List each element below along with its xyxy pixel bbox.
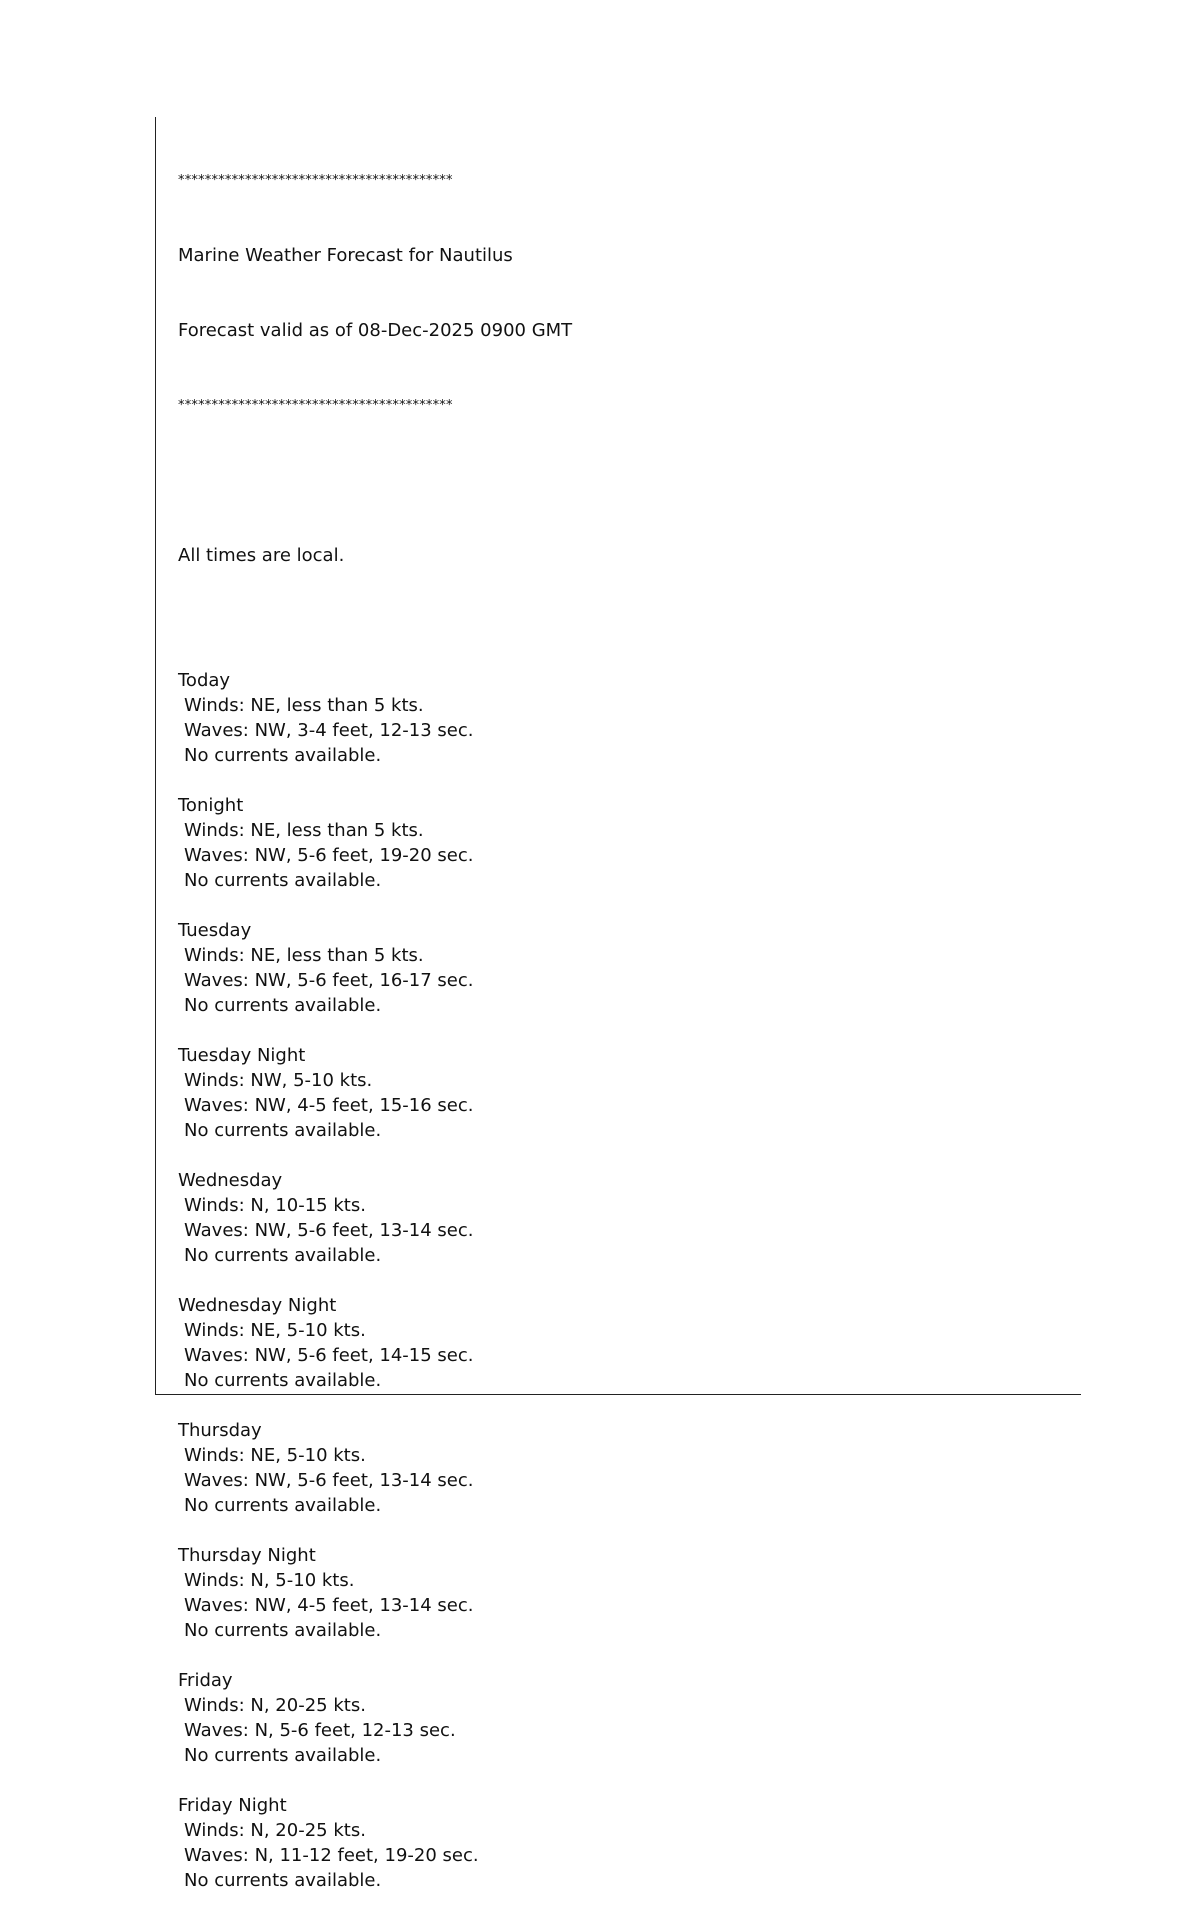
period-name: Tonight xyxy=(178,795,244,816)
forecast-period xyxy=(178,1393,1078,1518)
header-stars-bottom: ***************************************** xyxy=(178,398,453,413)
forecast-period xyxy=(178,643,1078,768)
forecast-period xyxy=(178,1268,1078,1393)
period-currents: No currents available. xyxy=(184,1245,382,1266)
period-waves: Waves: NW, 4-5 feet, 15-16 sec. xyxy=(184,1095,474,1116)
forecast-title: Marine Weather Forecast for Nautilus xyxy=(178,245,513,266)
period-currents: No currents available. xyxy=(184,1370,382,1391)
period-waves: Waves: NW, 5-6 feet, 13-14 sec. xyxy=(184,1470,474,1491)
period-currents: No currents available. xyxy=(184,1870,382,1891)
spacer xyxy=(178,1143,1078,1168)
spacer xyxy=(178,468,1078,493)
period-winds: Winds: NE, less than 5 kts. xyxy=(184,695,424,716)
spacer xyxy=(178,1518,1078,1543)
period-currents: No currents available. xyxy=(184,1620,382,1641)
period-winds: Winds: NW, 5-10 kts. xyxy=(184,1070,373,1091)
period-currents: No currents available. xyxy=(184,745,382,766)
forecast-period xyxy=(178,1018,1078,1143)
forecast-document xyxy=(178,118,1078,1918)
period-winds: Winds: NE, less than 5 kts. xyxy=(184,820,424,841)
period-waves: Waves: NW, 5-6 feet, 14-15 sec. xyxy=(184,1345,474,1366)
period-name: Tuesday xyxy=(178,920,252,941)
period-name: Friday xyxy=(178,1670,233,1691)
period-waves: Waves: N, 11-12 feet, 19-20 sec. xyxy=(184,1845,479,1866)
forecast-period xyxy=(178,768,1078,893)
period-waves: Waves: NW, 5-6 feet, 16-17 sec. xyxy=(184,970,474,991)
time-note: All times are local. xyxy=(178,545,345,566)
period-name: Friday Night xyxy=(178,1795,287,1816)
forecast-period xyxy=(178,1143,1078,1268)
period-winds: Winds: N, 10-15 kts. xyxy=(184,1195,366,1216)
period-waves: Waves: NW, 5-6 feet, 19-20 sec. xyxy=(184,845,474,866)
period-winds: Winds: N, 5-10 kts. xyxy=(184,1570,355,1591)
period-name: Wednesday Night xyxy=(178,1295,337,1316)
period-name: Today xyxy=(178,670,231,691)
spacer xyxy=(178,643,1078,668)
spacer xyxy=(178,768,1078,793)
period-winds: Winds: NE, 5-10 kts. xyxy=(184,1445,366,1466)
forecast-periods xyxy=(178,643,1078,1893)
period-waves: Waves: N, 5-6 feet, 12-13 sec. xyxy=(184,1720,456,1741)
period-waves: Waves: NW, 4-5 feet, 13-14 sec. xyxy=(184,1595,474,1616)
period-waves: Waves: NW, 5-6 feet, 13-14 sec. xyxy=(184,1220,474,1241)
spacer xyxy=(178,1018,1078,1043)
period-currents: No currents available. xyxy=(184,995,382,1016)
period-name: Thursday xyxy=(178,1420,262,1441)
header-stars-top: ***************************************** xyxy=(178,173,453,188)
forecast-period xyxy=(178,1518,1078,1643)
spacer xyxy=(178,1393,1078,1418)
period-winds: Winds: NE, less than 5 kts. xyxy=(184,945,424,966)
forecast-period xyxy=(178,1768,1078,1893)
spacer xyxy=(178,1268,1078,1293)
forecast-valid-time: Forecast valid as of 08-Dec-2025 0900 GMT xyxy=(178,320,573,341)
period-waves: Waves: NW, 3-4 feet, 12-13 sec. xyxy=(184,720,474,741)
period-currents: No currents available. xyxy=(184,1495,382,1516)
spacer xyxy=(178,1768,1078,1793)
period-currents: No currents available. xyxy=(184,1120,382,1141)
period-winds: Winds: NE, 5-10 kts. xyxy=(184,1320,366,1341)
spacer xyxy=(178,1643,1078,1668)
forecast-period xyxy=(178,893,1078,1018)
spacer xyxy=(178,893,1078,918)
forecast-period xyxy=(178,1643,1078,1768)
period-name: Tuesday Night xyxy=(178,1045,306,1066)
period-currents: No currents available. xyxy=(184,1745,382,1766)
period-name: Wednesday xyxy=(178,1170,283,1191)
period-name: Thursday Night xyxy=(178,1545,316,1566)
period-winds: Winds: N, 20-25 kts. xyxy=(184,1820,366,1841)
period-currents: No currents available. xyxy=(184,870,382,891)
period-winds: Winds: N, 20-25 kts. xyxy=(184,1695,366,1716)
